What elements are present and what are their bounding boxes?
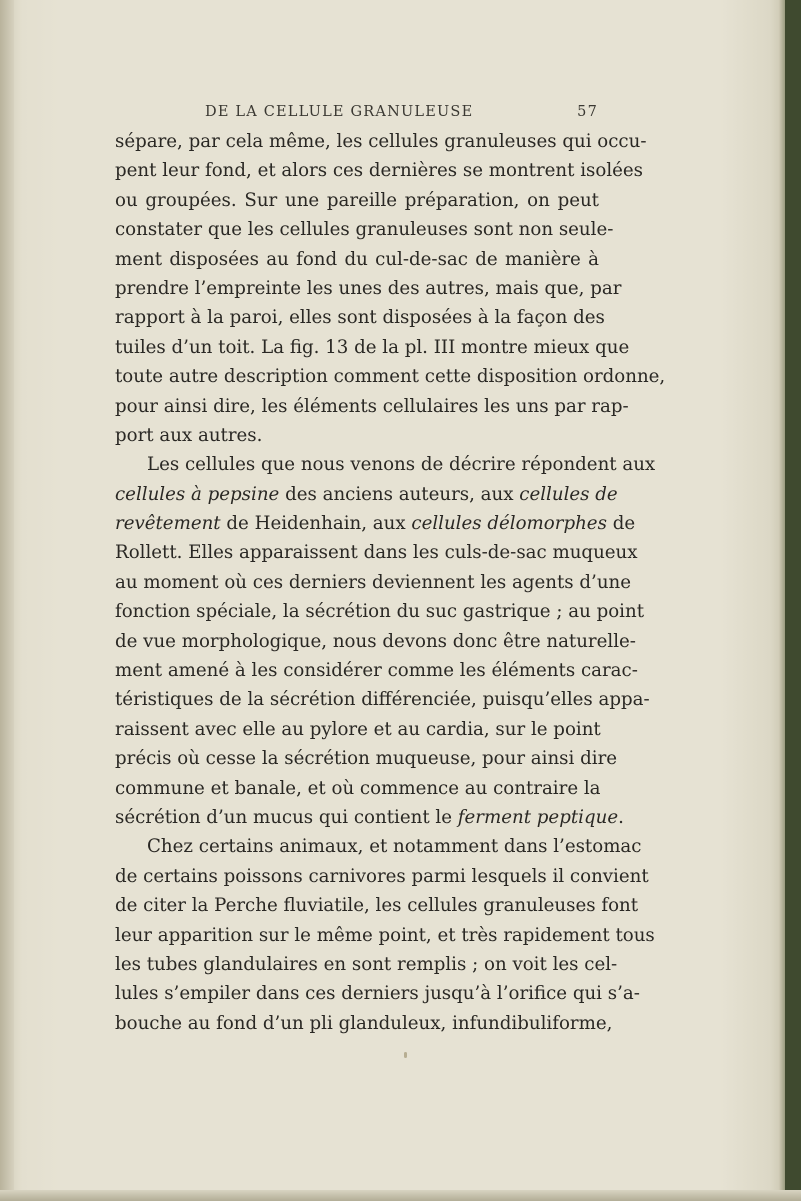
text-line: de vue morphologique, nous devons donc être naturelle- — [115, 630, 636, 652]
text-line: tuiles d’un toit. La fig. 13 de la pl. III montre mieux que — [115, 336, 630, 358]
paper-speck — [404, 1052, 407, 1058]
text-line: Les cellules que nous venons de décrire répondent aux — [147, 454, 656, 476]
text-span: de Heidenhain, aux — [220, 513, 412, 535]
text-line: Rollett. Elles apparaissent dans les culs-de-sac muqueux — [115, 542, 638, 564]
text-line: ment amené à les considérer comme les éléments carac- — [115, 660, 638, 682]
text-line: rapport à la paroi, elles sont disposées à la façon des — [115, 307, 605, 329]
italic-term: ferment peptique — [457, 806, 619, 828]
text-line: au moment où ces derniers deviennent les agents d’une — [115, 571, 632, 593]
text-line: commune et banale, et où commence au contraire la — [115, 777, 601, 799]
running-header — [205, 104, 598, 126]
page-number: 57 — [577, 104, 598, 120]
text-line: de certains poissons carnivores parmi lesquels il convient — [115, 865, 649, 887]
text-line: pour ainsi dire, les éléments cellulaires les uns par rap- — [115, 395, 629, 417]
text-span: des anciens auteurs, aux — [279, 483, 520, 505]
text-line: constater que les cellules granuleuses sont non seule- — [115, 219, 614, 241]
text-line: de citer la Perche fluviatile, les cellules granuleuses font — [115, 895, 639, 917]
text-line: les tubes glandulaires en sont remplis ; on voit les cel- — [115, 953, 618, 975]
running-title: DE LA CELLULE GRANULEUSE — [205, 104, 474, 120]
page-edge — [785, 0, 801, 1201]
body-text — [115, 127, 666, 1038]
text-line: port aux autres. — [115, 424, 263, 446]
text-line: ou groupées. Sur une pareille préparation, on peut — [115, 189, 599, 211]
text-line: ment disposées au fond du cul-de-sac de manière à — [115, 248, 599, 270]
text-line — [115, 480, 618, 509]
text-line — [115, 509, 636, 538]
page-bottom-edge — [0, 1190, 801, 1201]
text-line: leur apparition sur le même point, et très rapidement tous — [115, 924, 655, 946]
gutter-shadow — [0, 0, 14, 1201]
text-line: pent leur fond, et alors ces dernières se montrent isolées — [115, 160, 644, 182]
text-line: raissent avec elle au pylore et au cardia, sur le point — [115, 718, 601, 740]
italic-term: cellules délomorphes — [411, 513, 607, 535]
text-line: lules s’empiler dans ces derniers jusqu’à l’orifice qui s’a- — [115, 983, 640, 1005]
italic-term: cellules à pepsine — [115, 483, 280, 505]
text-span: sécrétion d’un mucus qui contient le — [115, 806, 458, 828]
text-line: téristiques de la sécrétion différenciée, puisqu’elles appa- — [115, 689, 650, 711]
italic-term: revêtement — [115, 513, 221, 535]
text-span: . — [618, 806, 624, 828]
text-line: sépare, par cela même, les cellules granuleuses qui occu- — [115, 131, 647, 152]
text-line: Chez certains animaux, et notamment dans l’estomac — [147, 836, 642, 858]
text-line: précis où cesse la sécrétion muqueuse, pour ainsi dire — [115, 748, 618, 770]
text-line — [115, 803, 624, 832]
text-line: bouche au fond d’un pli glanduleux, infundibuliforme, — [115, 1012, 613, 1034]
text-line: fonction spéciale, la sécrétion du suc gastrique ; au point — [115, 601, 645, 623]
text-line: prendre l’empreinte les unes des autres, mais que, par — [115, 277, 622, 299]
text-span: de — [606, 513, 636, 535]
text-line: toute autre description comment cette disposition ordonne, — [115, 366, 666, 388]
italic-term: cellules de — [519, 483, 618, 505]
